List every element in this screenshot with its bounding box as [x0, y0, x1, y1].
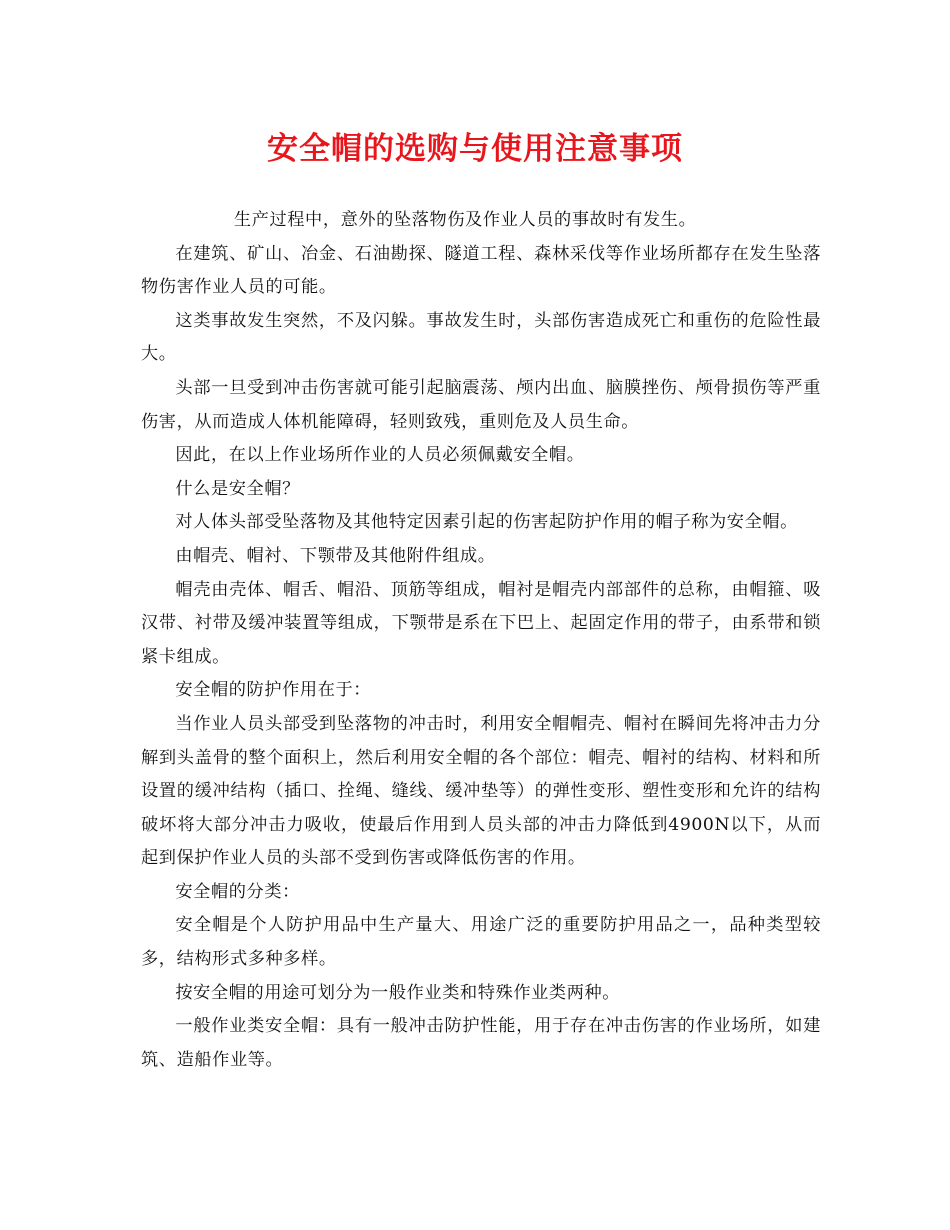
paragraph: 按安全帽的用途可划分为一般作业类和特殊作业类两种。: [175, 982, 621, 1003]
paragraph: 安全帽的分类：: [175, 881, 300, 902]
paragraph: 安全帽的防护作用在于：: [175, 680, 372, 701]
paragraph: 在建筑、矿山、冶金、石油勘探、隧道工程、森林采伐等作业场所都存在发生坠落物伤害作业人员的可能。: [141, 243, 821, 298]
paragraph: 对人体头部受坠落物及其他特定因素引起的伤害起防护作用的帽子称为安全帽。: [175, 512, 798, 533]
document-body: [141, 204, 821, 1077]
paragraph: 安全帽是个人防护用品中生产量大、用途广泛的重要防护用品之一，品种类型较多，结构形式多种多样。: [141, 915, 821, 970]
paragraph: 帽壳由壳体、帽舌、帽沿、顶筋等组成，帽衬是帽壳内部部件的总称，由帽箍、吸汉带、衬带及缓冲装置等组成，下颚带是系在下巴上、起固定作用的带子，由系带和锁紧卡组成。: [141, 579, 821, 667]
document-title: 安全帽的选购与使用注意事项: [267, 131, 683, 167]
paragraph: 当作业人员头部受到坠落物的冲击时，利用安全帽帽壳、帽衬在瞬间先将冲击力分解到头盖骨的整个面积上，然后利用安全帽的各个部位：帽壳、帽衬的结构、材料和所设置的缓冲结构（插口、拴绳、缝线、缓冲垫等）的弹性变形、塑性变形和允许的结构破坏将大部分冲击力吸收，使最后作用到人员头部的冲击力降低到4900N以下，从而起到保护作业人员的头部不受到伤害或降低伤害的作用。: [141, 713, 821, 869]
paragraph: 头部一旦受到冲击伤害就可能引起脑震荡、颅内出血、脑膜挫伤、颅骨损伤等严重伤害，从而造成人体机能障碍，轻则致残，重则危及人员生命。: [141, 377, 821, 432]
paragraph: 因此，在以上作业场所作业的人员必须佩戴安全帽。: [175, 445, 585, 466]
paragraph: 这类事故发生突然，不及闪躲。事故发生时，头部伤害造成死亡和重伤的危险性最大。: [141, 310, 821, 365]
paragraph: 由帽壳、帽衬、下颚带及其他附件组成。: [175, 545, 496, 566]
paragraph: 一般作业类安全帽：具有一般冲击防护性能，用于存在冲击伤害的作业场所，如建筑、造船作业等。: [141, 1016, 821, 1070]
paragraph: 生产过程中，意外的坠落物伤及作业人员的事故时有发生。: [233, 210, 697, 230]
paragraph: 什么是安全帽？: [175, 478, 300, 499]
